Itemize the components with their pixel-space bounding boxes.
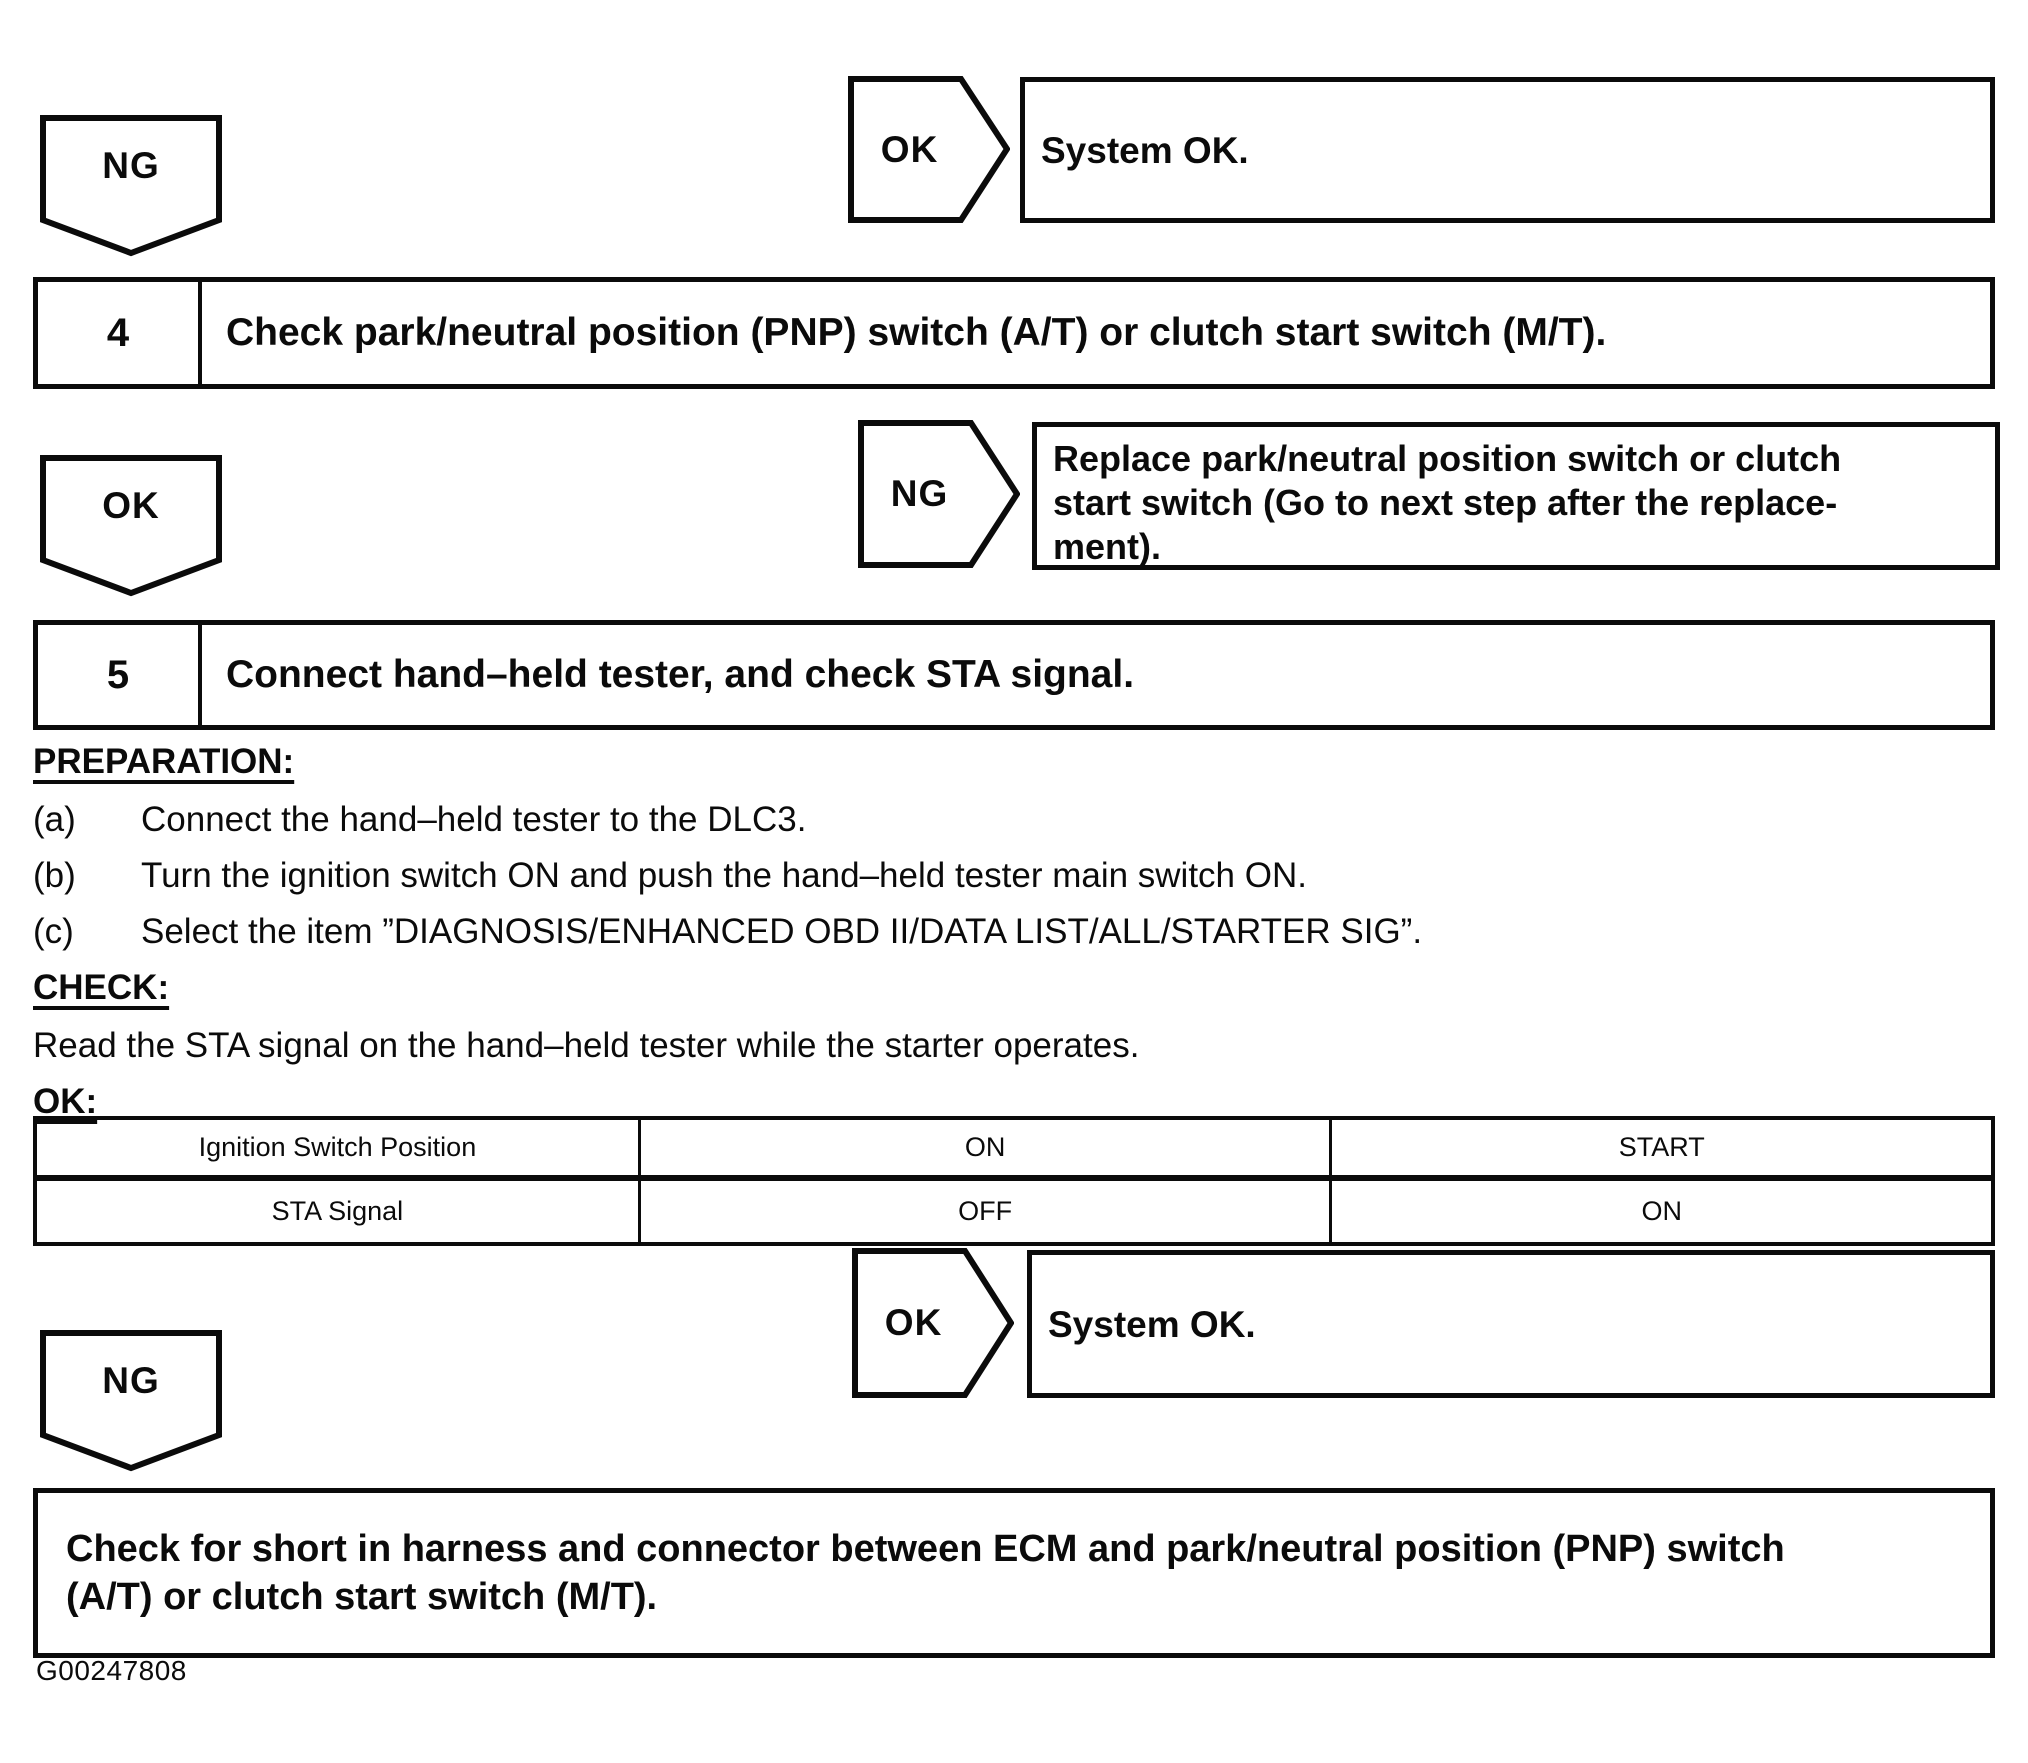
check-body: Read the STA signal on the hand–held tester while the starter operates.	[33, 1026, 1140, 1065]
item-label: (b)	[33, 856, 76, 895]
item-label: (a)	[33, 800, 76, 839]
final-text-line: Check for short in harness and connector between ECM and park/neutral position (PNP) switch	[66, 1528, 1785, 1570]
table-cell: ON	[641, 1120, 1333, 1181]
item-text: Select the item ”DIAGNOSIS/ENHANCED OBD II/DATA LIST/ALL/STARTER SIG”.	[141, 912, 1423, 951]
table-cell: STA Signal	[37, 1181, 641, 1242]
connector-ng-mid	[858, 420, 1020, 568]
check-heading: CHECK:	[33, 968, 170, 1007]
figure-id: G00247808	[36, 1655, 187, 1686]
step-title: Connect hand–held tester, and check STA signal.	[226, 653, 1135, 696]
step-number: 5	[38, 625, 202, 725]
item-label: (c)	[33, 912, 74, 951]
table-cell: START	[1332, 1120, 1990, 1181]
connector-label: NG	[890, 473, 949, 514]
table-cell: ON	[1641, 1196, 1682, 1226]
result-text-line: Replace park/neutral position switch or clutch	[1053, 438, 1842, 479]
connector-label: OK	[880, 128, 939, 170]
result-text: System OK.	[1048, 1303, 1256, 1345]
preparation-item	[33, 798, 1995, 842]
table-cell: Ignition Switch Position	[37, 1120, 641, 1181]
connector-label: OK	[102, 485, 160, 527]
connector-label: OK	[884, 1302, 943, 1343]
result-box-replace-switch	[1032, 422, 2000, 570]
item-text: Connect the hand–held tester to the DLC3.	[141, 800, 807, 839]
final-text-line: (A/T) or clutch start switch (M/T).	[66, 1576, 658, 1618]
table-cell: OFF	[641, 1181, 1333, 1242]
final-action-box	[33, 1488, 1995, 1658]
procedure-text-block	[33, 740, 1995, 1138]
connector-label: NG	[102, 145, 160, 187]
connector-ok-bottom	[852, 1248, 1014, 1398]
step-4-box	[33, 277, 1995, 389]
connector-ng-top	[40, 115, 222, 257]
connector-ng-bottom	[40, 1330, 222, 1472]
item-text: Turn the ignition switch ON and push the hand–held tester main switch ON.	[141, 856, 1307, 895]
connector-label: NG	[102, 1360, 160, 1402]
result-box-system-ok-bottom	[1027, 1250, 1995, 1398]
connector-ok-mid	[40, 455, 222, 597]
step-title: Check park/neutral position (PNP) switch (A/T) or clutch start switch (M/T).	[226, 311, 1607, 354]
preparation-heading: PREPARATION:	[33, 742, 295, 781]
preparation-item	[33, 910, 1995, 954]
result-text: System OK.	[1041, 129, 1249, 171]
result-box-system-ok-top	[1020, 77, 1995, 223]
step-5-box	[33, 620, 1995, 730]
step-number: 4	[38, 282, 202, 384]
sta-signal-table	[33, 1116, 1995, 1246]
result-text-line: ment).	[1053, 526, 1161, 567]
connector-ok-top	[848, 76, 1010, 223]
preparation-item	[33, 854, 1995, 898]
ok-heading: OK:	[33, 1082, 98, 1121]
result-text-line: start switch (Go to next step after the replace-	[1053, 482, 1838, 523]
